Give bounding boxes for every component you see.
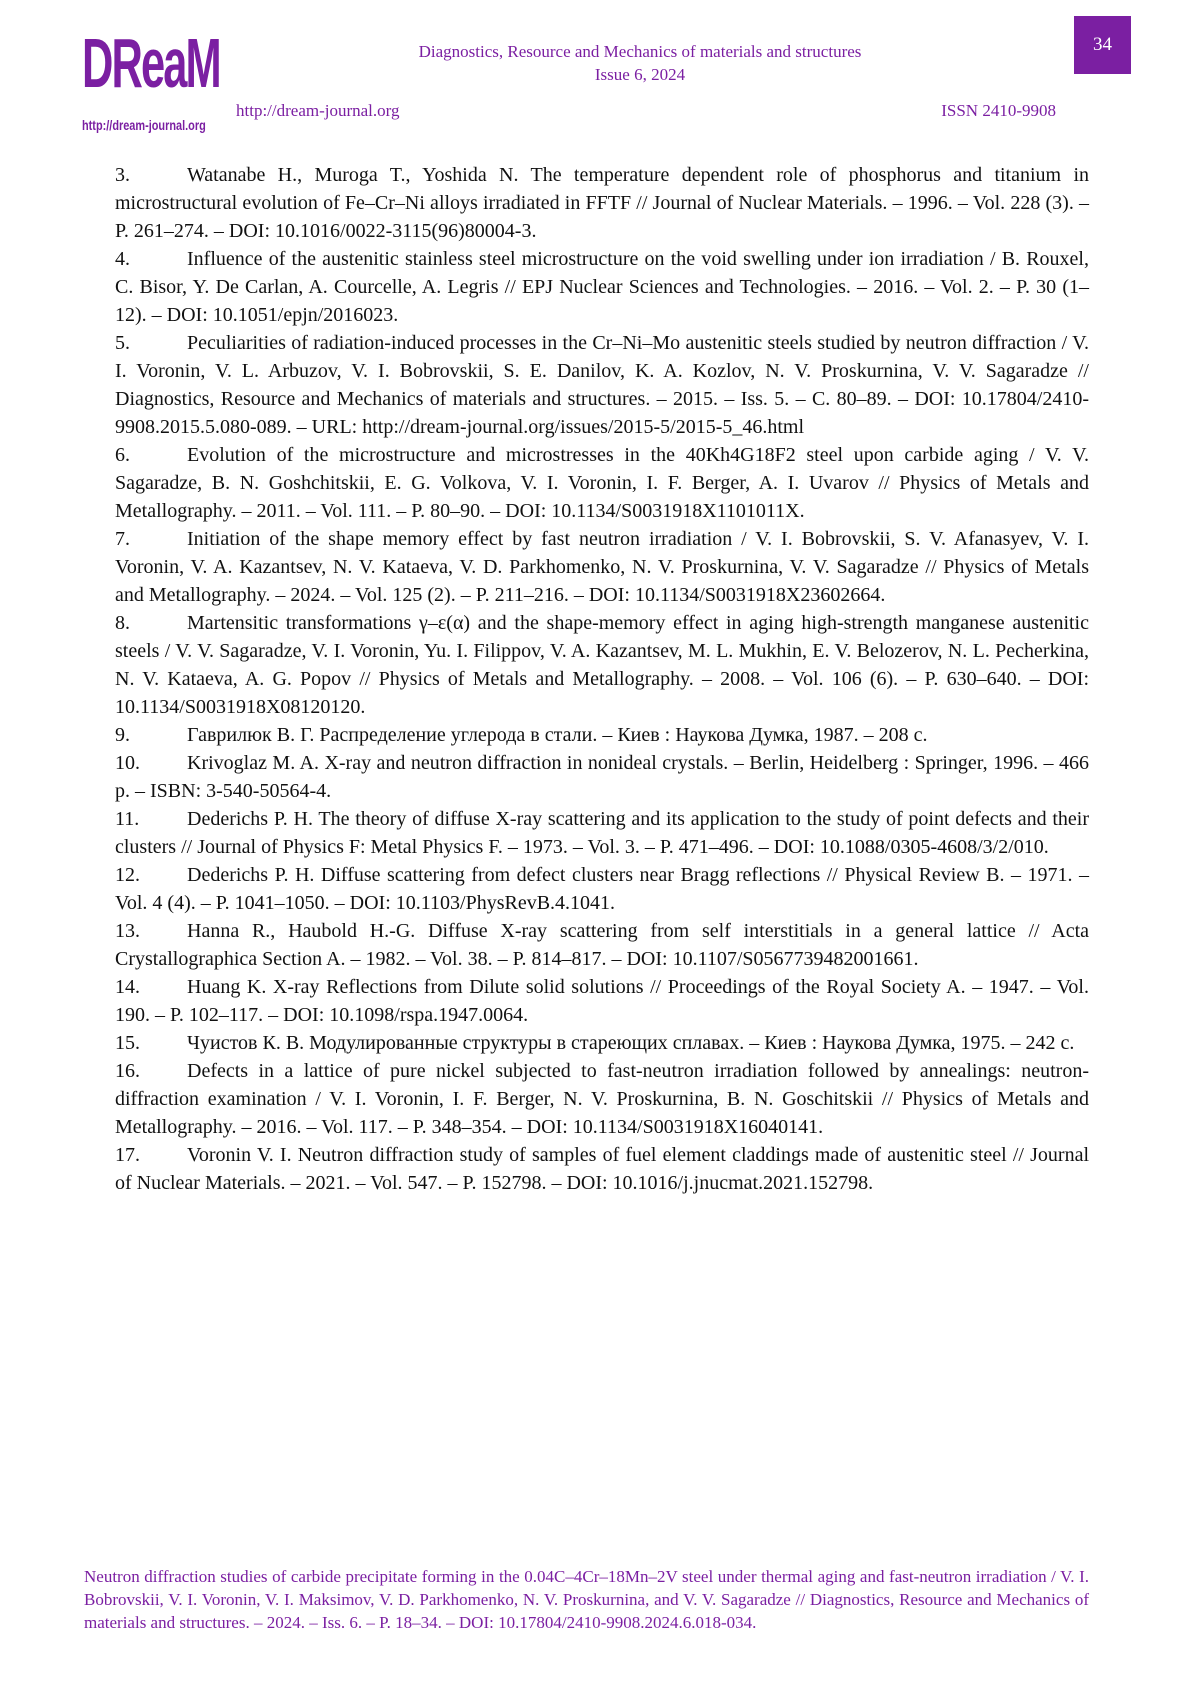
logo-wordmark: DReaM (82, 16, 155, 110)
reference-number: 14. (115, 973, 187, 1001)
reference-number: 5. (115, 329, 187, 357)
logo-url: http://dream-journal.org (82, 116, 206, 134)
reference-text: Hanna R., Haubold H.-G. Diffuse X-ray scattering from self interstitials in a general lattice // Acta Crystallographica Section A. – 1982. – Vol. 38. – P. 814–817. – DOI: 10.1107/S0567739482001661. (115, 920, 1089, 970)
reference-text: Huang K. X-ray Reflections from Dilute solid solutions // Proceedings of the Royal Society A. – 1947. – Vol. 190. – P. 102–117. – DOI: 10.1098/rspa.1947.0064. (115, 976, 1089, 1026)
reference-number: 12. (115, 861, 187, 889)
issue-label: Issue 6, 2024 (240, 63, 1040, 86)
reference-item (115, 609, 1089, 721)
reference-item (115, 329, 1089, 441)
reference-item (115, 973, 1089, 1029)
journal-title: Diagnostics, Resource and Mechanics of materials and structures (240, 40, 1040, 63)
reference-number: 10. (115, 749, 187, 777)
reference-number: 9. (115, 721, 187, 749)
reference-number: 15. (115, 1029, 187, 1057)
reference-item (115, 525, 1089, 609)
reference-text: Voronin V. I. Neutron diffraction study of samples of fuel element claddings made of austenitic steel // Journal of Nuclear Materials. – 2021. – Vol. 547. – P. 152798. – DOI: 10.1016/j.jnucmat.2021.152798. (115, 1144, 1089, 1194)
reference-text: Evolution of the microstructure and microstresses in the 40Kh4G18F2 steel upon carbide aging / V. V. Sagaradze, B. N. Goshchitskii, E. G. Volkova, V. I. Voronin, I. F. Berger, A. I. Uvarov // Physics of Metals and Metallography. – 2011. – Vol. 111. – P. 80–90. – DOI: 10.1134/S0031918X1101011X. (115, 444, 1089, 522)
reference-text: Чуистов К. В. Модулированные структуры в стареющих сплавах. – Киев : Наукова Думка, 1975. – 242 с. (187, 1032, 1074, 1054)
reference-item (115, 161, 1089, 245)
reference-number: 3. (115, 161, 187, 189)
reference-number: 13. (115, 917, 187, 945)
reference-item (115, 1057, 1089, 1141)
reference-item (115, 1029, 1089, 1057)
reference-text: Dederichs P. H. Diffuse scattering from defect clusters near Bragg reflections // Physical Review B. – 1971. – Vol. 4 (4). – P. 1041–1050. – DOI: 10.1103/PhysRevB.4.1041. (115, 864, 1089, 914)
issn-label: ISSN 2410-9908 (941, 100, 1056, 122)
reference-number: 16. (115, 1057, 187, 1085)
journal-url-link[interactable]: http://dream-journal.org (236, 100, 400, 122)
reference-item (115, 917, 1089, 973)
reference-item (115, 749, 1089, 805)
reference-text: Defects in a lattice of pure nickel subjected to fast-neutron irradiation followed by annealings: neutron-diffraction examination / V. I. Voronin, I. F. Berger, N. V. Proskurnina, B. N. Goschitskii // Physics of Metals and Metallography. – 2016. – Vol. 117. – P. 348–354. – DOI: 10.1134/S0031918X16040141. (115, 1060, 1089, 1138)
reference-text: Гаврилюк В. Г. Распределение углерода в стали. – Киев : Наукова Думка, 1987. – 208 с. (187, 724, 928, 746)
reference-number: 8. (115, 609, 187, 637)
reference-number: 11. (115, 805, 187, 833)
reference-text: Krivoglaz M. A. X-ray and neutron diffraction in nonideal crystals. – Berlin, Heidelberg : Springer, 1996. – 466 p. – ISBN: 3-540-50564-4. (115, 752, 1089, 802)
page-number-badge: 34 (1074, 16, 1131, 74)
reference-number: 6. (115, 441, 187, 469)
reference-number: 17. (115, 1141, 187, 1169)
footer-citation: Neutron diffraction studies of carbide precipitate forming in the 0.04C–4Cr–18Mn–2V steel under thermal aging and fast-neutron irradiation / V. I. Bobrovskii, V. I. Voronin, V. I. Maksimov, V. D. Parkhomenko, N. V. Proskurnina, and V. V. Sagaradze // Diagnostics, Resource and Mechanics of materials and structures. – 2024. – Iss. 6. – P. 18–34. – DOI: 10.17804/2410-9908.2024.6.018-034. (84, 1565, 1089, 1634)
reference-item (115, 805, 1089, 861)
reference-text: Martensitic transformations γ–ε(α) and the shape-memory effect in aging high-strength manganese austenitic steels / V. V. Sagaradze, V. I. Voronin, Yu. I. Filippov, V. A. Kazantsev, M. L. Mukhin, E. V. Belozerov, N. L. Pecherkina, N. V. Kataeva, A. G. Popov // Physics of Metals and Metallography. – 2008. – Vol. 106 (6). – P. 630–640. – DOI: 10.1134/S0031918X08120120. (115, 612, 1089, 718)
reference-text: Initiation of the shape memory effect by fast neutron irradiation / V. I. Bobrovskii, S. V. Afanasyev, V. I. Voronin, V. A. Kazantsev, N. V. Kataeva, V. D. Parkhomenko, N. V. Proskurnina, V. V. Sagaradze // Physics of Metals and Metallography. – 2024. – Vol. 125 (2). – P. 211–216. – DOI: 10.1134/S0031918X23602664. (115, 528, 1089, 606)
journal-logo (82, 16, 200, 134)
journal-title-block (240, 40, 1040, 86)
reference-item (115, 245, 1089, 329)
reference-text: Peculiarities of radiation-induced processes in the Cr–Ni–Mo austenitic steels studied by neutron diffraction / V. I. Voronin, V. L. Arbuzov, V. I. Bobrovskii, S. E. Danilov, K. A. Kozlov, N. V. Proskurnina, V. V. Sagaradze // Diagnostics, Resource and Mechanics of materials and structures. – 2015. – Iss. 5. – C. 80–89. – DOI: 10.17804/2410-9908.2015.5.080-089. – URL: http://dream-journal.org/issues/2015-5/2015-5_46.html (115, 332, 1089, 438)
reference-list (115, 161, 1089, 1197)
reference-text: Watanabe H., Muroga T., Yoshida N. The temperature dependent role of phosphorus and titanium in microstructural evolution of Fe–Cr–Ni alloys irradiated in FFTF // Journal of Nuclear Materials. – 1996. – Vol. 228 (3). – P. 261–274. – DOI: 10.1016/0022-3115(96)80004-3. (115, 164, 1089, 242)
reference-item (115, 1141, 1089, 1197)
reference-item (115, 721, 1089, 749)
reference-text: Dederichs P. H. The theory of diffuse X-ray scattering and its application to the study of point defects and their clusters // Journal of Physics F: Metal Physics F. – 1973. – Vol. 3. – P. 471–496. – DOI: 10.1088/0305-4608/3/2/010. (115, 808, 1089, 858)
reference-text: Influence of the austenitic stainless steel microstructure on the void swelling under ion irradiation / B. Rouxel, C. Bisor, Y. De Carlan, A. Courcelle, A. Legris // EPJ Nuclear Sciences and Technologies. – 2016. – Vol. 2. – P. 30 (1–12). – DOI: 10.1051/epjn/2016023. (115, 248, 1089, 326)
reference-number: 7. (115, 525, 187, 553)
reference-number: 4. (115, 245, 187, 273)
reference-item (115, 441, 1089, 525)
reference-item (115, 861, 1089, 917)
